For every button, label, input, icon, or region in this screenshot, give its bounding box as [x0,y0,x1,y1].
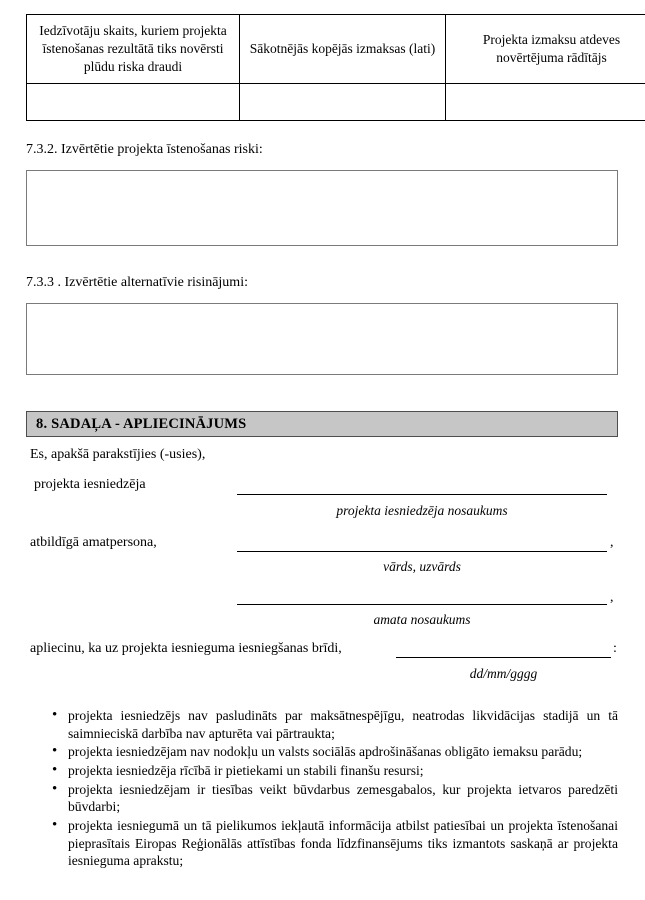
applicant-label: projekta iesniedzēja [34,477,146,492]
list-item: • projekta iesniedzējam ir tiesības veikt būvdarbus zemesgabalos, kur projekta ietvaros paredzēti būvdarbi; [68,781,620,816]
table-cell-cost-return[interactable] [446,84,645,121]
section-7-3-2-input[interactable] [26,170,618,246]
section-7-3-3-input[interactable] [26,303,618,375]
responsible-person-hint: vārds, uzvārds [383,559,461,574]
declaration-intro: Es, apakšā parakstījies (-usies), [30,447,206,462]
table-header-cost-return: Projekta izmaksu atdeves novērtējuma rādītājs [446,15,645,84]
table-cell-population[interactable] [27,84,240,121]
certify-label: apliecinu, ka uz projekta iesnieguma iesniegšanas brīdi, [30,641,342,656]
list-item: • projekta iesniedzējam nav nodokļu un valsts sociālās apdrošināšanas obligāto iemaksu parādu; [68,743,620,761]
position-comma: , [610,590,614,605]
applicant-name-hint: projekta iesniedzēja nosaukums [336,503,508,518]
date-input[interactable] [396,657,611,658]
responsible-person-label: atbildīgā amatpersona, [30,535,157,550]
table-header-row [27,15,645,84]
applicant-name-input[interactable] [237,494,607,495]
section-7-3-2-label: 7.3.2. Izvērtētie projekta īstenošanas riski: [26,142,263,157]
date-hint: dd/mm/gggg [469,666,538,681]
list-item: • projekta iesniegumā un tā pielikumos iekļautā informācija atbilst patiesībai un projekta īstenošanai pieprasītais Eiropas Reģionālās attīstības fonda līdzfinansējums tiks izmantots saskaņā ar projekta iesnieguma aprakstu; [68,817,620,870]
table-row [27,84,645,121]
list-item: • projekta iesniedzēja rīcībā ir pietiekami un stabili finanšu resursi; [68,762,620,780]
position-input[interactable] [237,604,607,605]
table-cell-initial-costs[interactable] [240,84,446,121]
metrics-table-wrap [26,14,621,121]
list-item: • projekta iesniedzējs nav pasludināts par maksātnespējīgu, neatrodas likvidācijas stadijā un tā saimnieciskā darbība nav apturēta vai pārtraukta; [68,707,620,742]
table-header-initial-costs: Sākotnējās kopējās izmaksas (lati) [240,15,446,84]
metrics-table [26,14,645,121]
declaration-list [40,707,620,871]
position-hint: amata nosaukums [373,612,471,627]
date-colon: : [613,641,617,656]
section-8-banner: 8. SADAĻA - APLIECINĀJUMS [26,411,618,437]
responsible-person-comma: , [610,535,614,550]
table-header-population: Iedzīvotāju skaits, kuriem projekta īstenošanas rezultātā tiks novērsti plūdu riska draudi [27,15,240,84]
section-7-3-3-label: 7.3.3 . Izvērtētie alternatīvie risinājumi: [26,275,248,290]
responsible-person-input[interactable] [237,551,607,552]
